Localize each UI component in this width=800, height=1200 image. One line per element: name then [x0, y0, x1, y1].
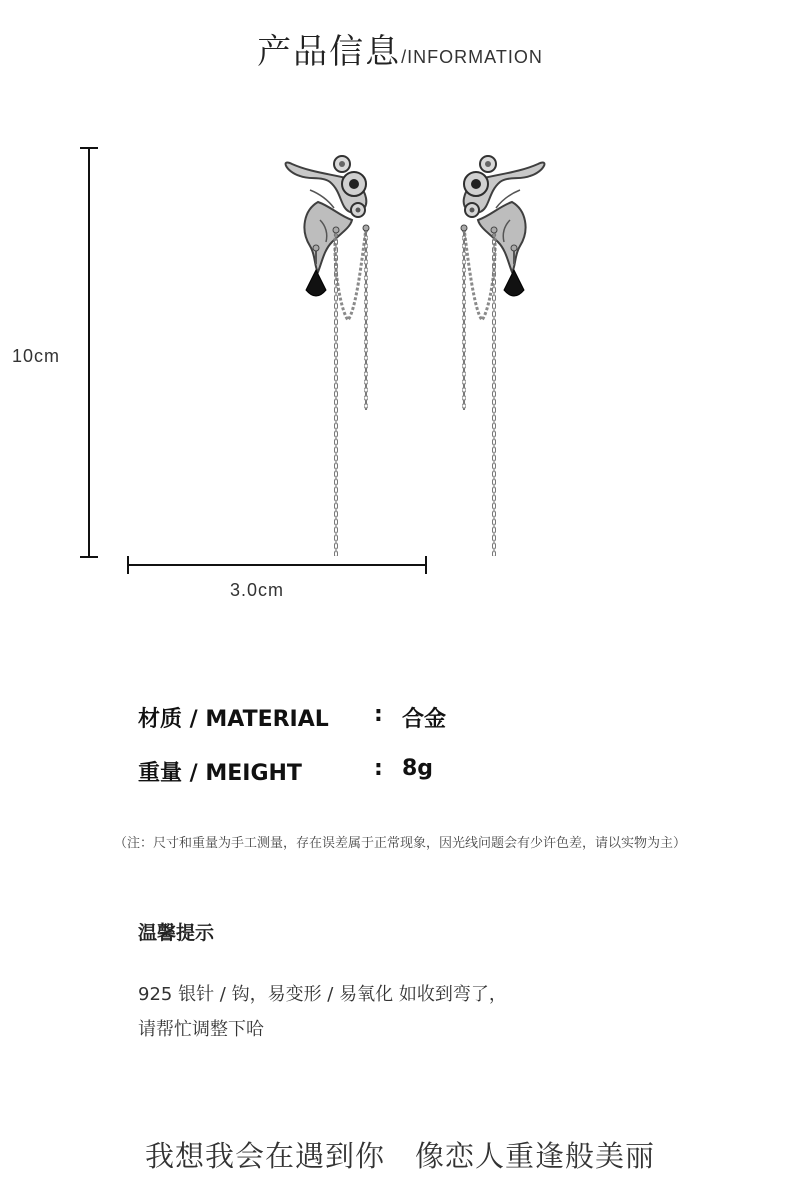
width-label: 3.0cm — [230, 580, 285, 600]
left-butterfly-wing-lower — [304, 202, 352, 272]
width-dimension-cap-left — [127, 556, 129, 574]
right-chain-short — [462, 230, 466, 410]
spec-label: 重量 / MEIGHT — [138, 761, 302, 786]
spec-value: 8g — [402, 756, 434, 781]
tips-title: 温馨提示 — [138, 922, 215, 944]
spec-label: 材质 / MATERIAL — [138, 707, 329, 732]
slogan: 我想我会在遇到你 像恋人重逢般美丽 — [144, 1139, 655, 1173]
right-chain-loop — [464, 228, 495, 320]
earrings-image — [270, 150, 560, 570]
left-black-gem — [306, 270, 326, 296]
left-chain-loop — [335, 228, 366, 320]
height-dimension-line — [88, 148, 90, 558]
left-chain-long — [334, 234, 338, 556]
right-butterfly-wing-lower — [478, 202, 526, 272]
height-label: 10cm — [12, 346, 61, 366]
spec-value: 合金 — [402, 707, 447, 732]
height-dimension-cap-bottom — [80, 556, 98, 558]
spec-colon: : — [374, 702, 383, 727]
right-black-gem — [504, 270, 524, 296]
info-header — [0, 24, 800, 73]
height-dimension-cap-top — [80, 147, 98, 149]
right-earring — [461, 156, 544, 556]
tips-line: 925 银针 / 钩，易变形 / 易氧化 如收到弯了， — [138, 984, 507, 1005]
header-title-zh: 产品信息 — [257, 32, 402, 72]
measurement-note: （注：尺寸和重量为手工测量，存在误差属于正常现象，因光线问题会有少许色差，请以实物为主） — [113, 836, 686, 851]
spec-colon: : — [374, 756, 383, 781]
tips-line: 请帮忙调整下哈 — [138, 1019, 264, 1040]
right-chain-long — [492, 234, 496, 556]
left-earring — [286, 156, 369, 556]
left-chain-short — [364, 230, 368, 410]
header-title-en: /INFORMATION — [401, 47, 543, 67]
